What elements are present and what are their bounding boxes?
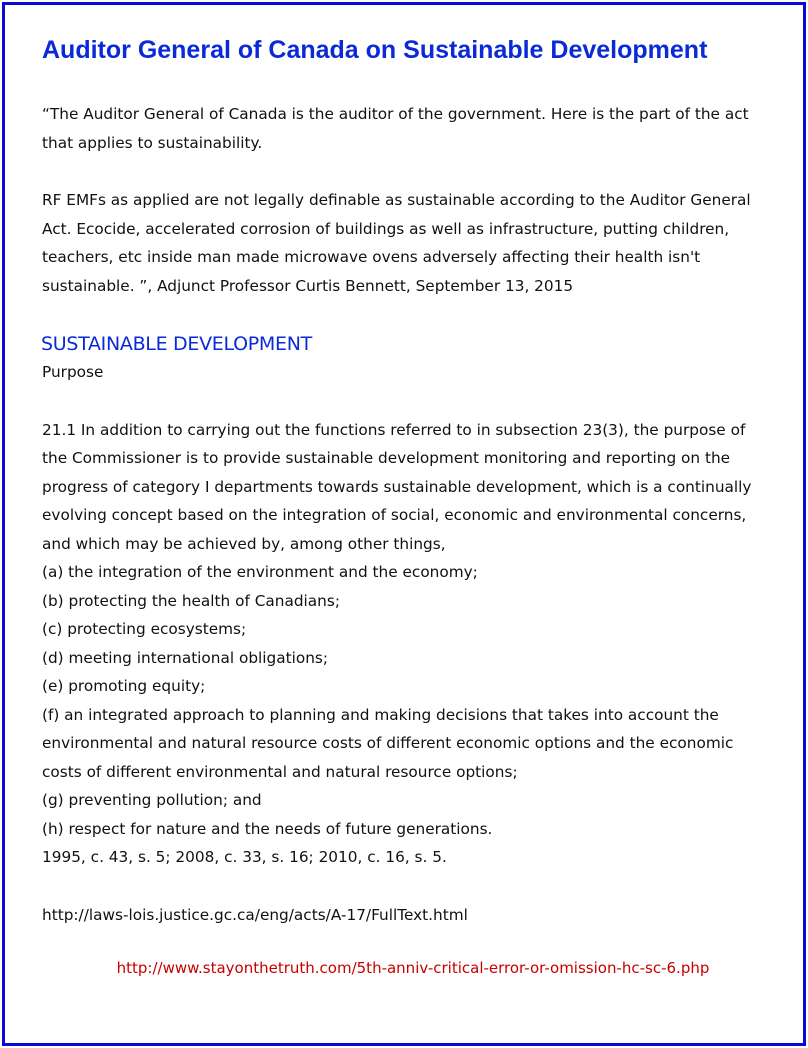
list-item: (h) respect for nature and the needs of future generations. [42,819,493,838]
list-item: (f) an integrated approach to planning and making decisions that takes into account the environmental and natural resource costs of different economic options and the economic costs of different environmental and natural resource options; [42,705,734,781]
list-item: (e) promoting equity; [42,677,206,695]
list-item: (d) meeting international obligations; [42,648,329,667]
intro-quote: “The Auditor General of Canada is the auditor of the government. Here is the part of the act that applies to sustainability. [42,105,749,152]
section-body: 21.1 In addition to carrying out the functions referred to in subsection 23(3), the purpose of the Commissioner is to provide sustainable development monitoring and reporting on the progress of category I departments towards sustainable development, which is a continually evolving concept based on the integration of social, economic and environmental concerns, and which may be achieved by, among other things, [42,420,752,553]
source-url: http://laws-lois.justice.gc.ca/eng/acts/A-17/FullText.html [42,905,468,924]
list-item: (c) protecting ecosystems; [42,620,247,638]
list-item: (b) protecting the health of Canadians; [42,591,340,610]
list-item: (g) preventing pollution; and [42,791,262,809]
page-title: Auditor General of Canada on Sustainable Development [42,36,708,64]
section-heading: SUSTAINABLE DEVELOPMENT [41,333,312,355]
footer-link[interactable]: http://www.stayonthetruth.com/5th-anniv-critical-error-or-omission-hc-sc-6.php [116,959,710,977]
document-body [40,20,770,977]
section-subheading: Purpose [42,363,104,381]
emf-paragraph: RF EMFs as applied are not legally definable as sustainable according to the Auditor General Act. Ecocide, accelerated corrosion of buildings as well as infrastructure, putting children, teachers, etc inside man made microwave ovens adversely affecting their health isn't sustainable. ”, Adjunct Professor Curtis Bennett, September 13, 2015 [42,191,751,295]
citation: 1995, c. 43, s. 5; 2008, c. 33, s. 16; 2010, c. 16, s. 5. [42,848,447,866]
list-item: (a) the integration of the environment and the economy; [42,563,478,581]
